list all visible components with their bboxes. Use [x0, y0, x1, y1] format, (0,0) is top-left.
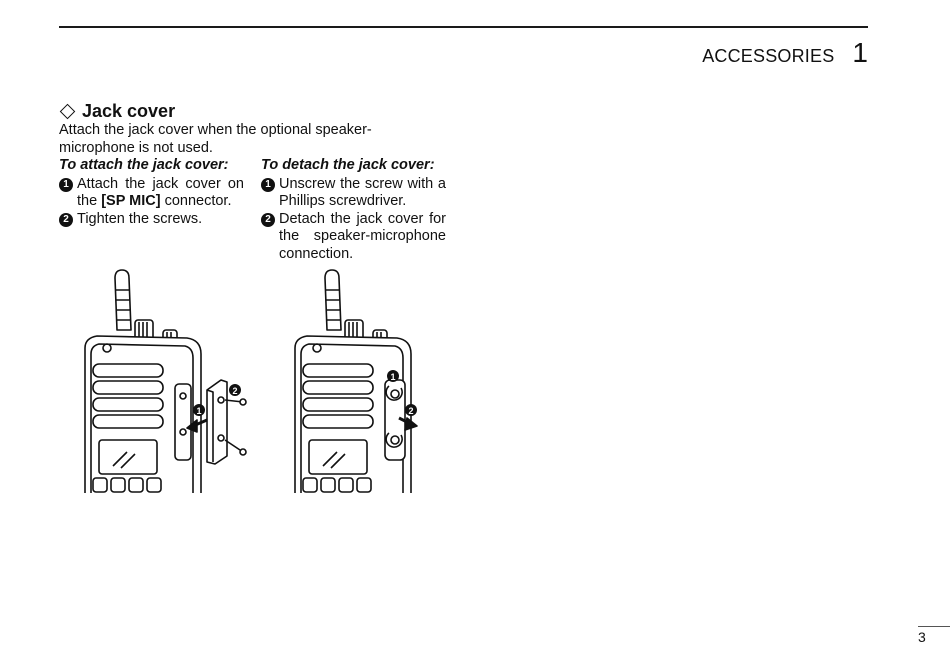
connector-label: [SP MIC] [101, 193, 161, 209]
page-number: 3 [918, 629, 926, 645]
attach-instructions [59, 157, 244, 228]
footer-rule [918, 626, 950, 627]
detach-step-2 [261, 211, 446, 264]
attach-step-1 [59, 176, 244, 211]
callout-2: 2 [408, 406, 414, 416]
detach-illustration [285, 268, 425, 493]
chapter-number: 1 [852, 37, 868, 68]
section-name: ACCESSORIES [702, 46, 835, 66]
section-title [59, 101, 175, 122]
step-number-badge: 1 [261, 178, 275, 192]
callout-2: 2 [232, 386, 238, 396]
step-text: Tighten the screws. [77, 210, 203, 227]
step-number-badge: 2 [261, 213, 275, 227]
page-header [702, 37, 868, 69]
attach-heading: To attach the jack cover: [59, 157, 229, 173]
section-title-text: Jack cover [82, 101, 176, 121]
step-text: Attach the jack cover on the [SP MIC] connector. [77, 175, 244, 209]
attach-illustration [75, 268, 255, 493]
step-text: Unscrew the screw with a Phillips screwdriver. [279, 175, 446, 209]
callout-1: 1 [390, 372, 396, 382]
top-rule [59, 26, 868, 28]
step-number-badge: 2 [59, 213, 73, 227]
step-text: Detach the jack cover for the speaker-microphone connection. [279, 210, 446, 262]
detach-step-1 [261, 176, 446, 211]
detach-instructions [261, 157, 446, 263]
callout-1: 1 [196, 406, 202, 416]
attach-step-2 [59, 211, 244, 229]
detach-heading: To detach the jack cover: [261, 157, 435, 173]
intro-text: Attach the jack cover when the optional speaker-microphone is not used. [59, 122, 372, 156]
step-number-badge: 1 [59, 178, 73, 192]
diamond-icon [60, 104, 76, 120]
